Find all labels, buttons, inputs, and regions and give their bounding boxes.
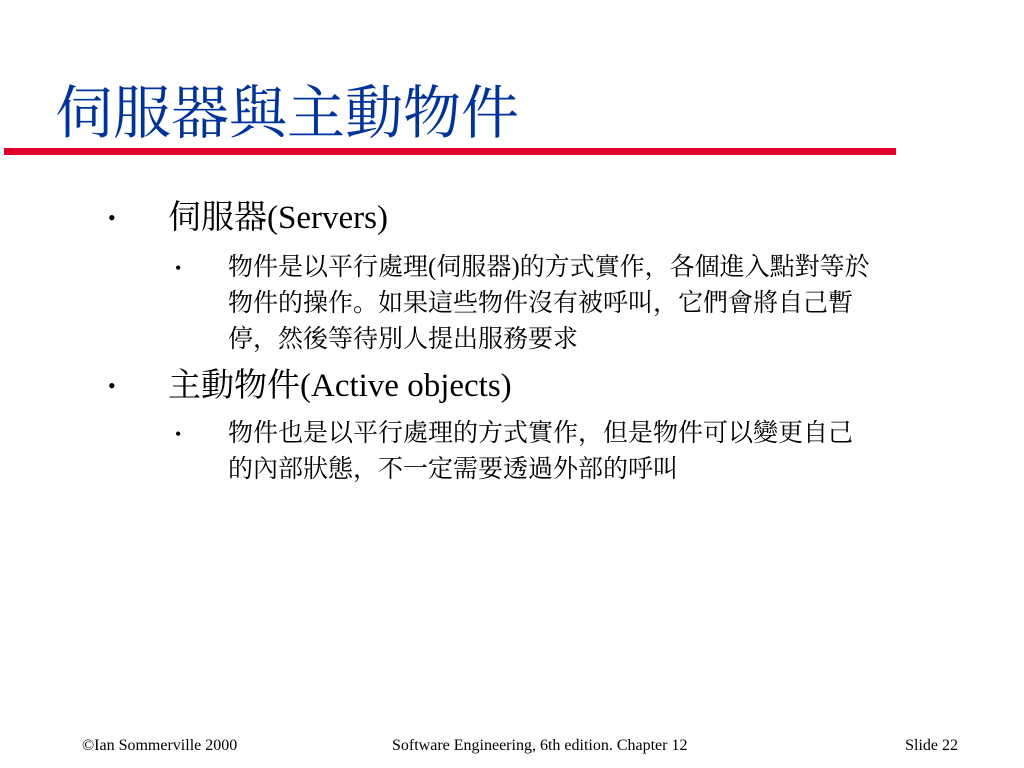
footer-book-title: Software Engineering, 6th edition. Chapter 12 (392, 737, 688, 754)
footer-slide-number: Slide 22 (905, 737, 958, 754)
bullet-dot-icon: • (108, 373, 116, 398)
bullet-dot-icon: • (108, 205, 116, 230)
sub-bullet-text (228, 250, 963, 358)
sub-bullet-dot-icon: • (175, 258, 182, 278)
sub-bullet-line: 的內部狀態，不一定需要透過外部的呼叫 (228, 456, 679, 483)
sub-bullet-line: 物件也是以平行處理的方式實作，但是物件可以變更自己 (228, 420, 854, 447)
sub-bullet-line: 物件是以平行處理(伺服器)的方式實作，各個進入點對等於 (228, 254, 870, 281)
sub-bullet-line: 物件的操作。如果這些物件沒有被呼叫，它們會將自己暫 (228, 290, 854, 317)
bullet-text: 主動物件(Active objects) (168, 368, 512, 404)
bullet-text: 伺服器(Servers) (168, 200, 388, 236)
slide-title: 伺服器與主動物件 (55, 79, 520, 147)
sub-bullet-dot-icon: • (175, 424, 182, 444)
footer-copyright: ©Ian Sommerville 2000 (82, 737, 238, 754)
sub-bullet-line: 停，然後等待別人提出服務要求 (228, 326, 579, 353)
sub-bullet-text (228, 416, 963, 488)
